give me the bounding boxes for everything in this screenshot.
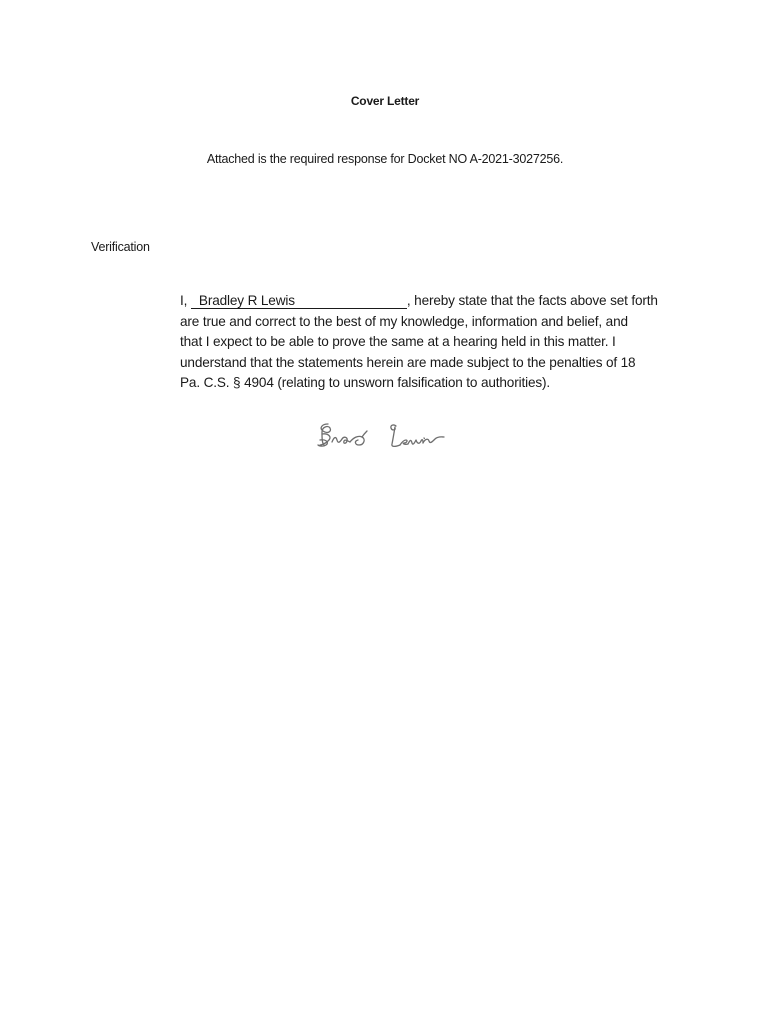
verification-line-2: are true and correct to the best of my knowledge, information and belief, and xyxy=(180,313,628,329)
verification-line-3: that I expect to be able to prove the same at a hearing held in this matter. I xyxy=(180,334,616,349)
signer-name-field: Bradley R Lewis xyxy=(191,293,407,309)
verification-statement xyxy=(180,291,680,394)
page-title: Cover Letter xyxy=(350,94,420,108)
verification-line-1 xyxy=(180,291,680,312)
verification-heading: Verification xyxy=(91,240,150,254)
verification-line-5: Pa. C.S. § 4904 (relating to unsworn falsification to authorities). xyxy=(180,375,551,390)
verification-prefix: I, xyxy=(180,293,188,308)
attached-statement: Attached is the required response for Docket NO A-2021-3027256. xyxy=(206,152,564,166)
verification-line-1-rest: , hereby state that the facts above set forth xyxy=(406,293,658,308)
signature-icon xyxy=(316,418,446,452)
verification-line-4: understand that the statements herein are made subject to the penalties of 18 xyxy=(180,354,636,370)
handwritten-signature xyxy=(316,418,446,457)
